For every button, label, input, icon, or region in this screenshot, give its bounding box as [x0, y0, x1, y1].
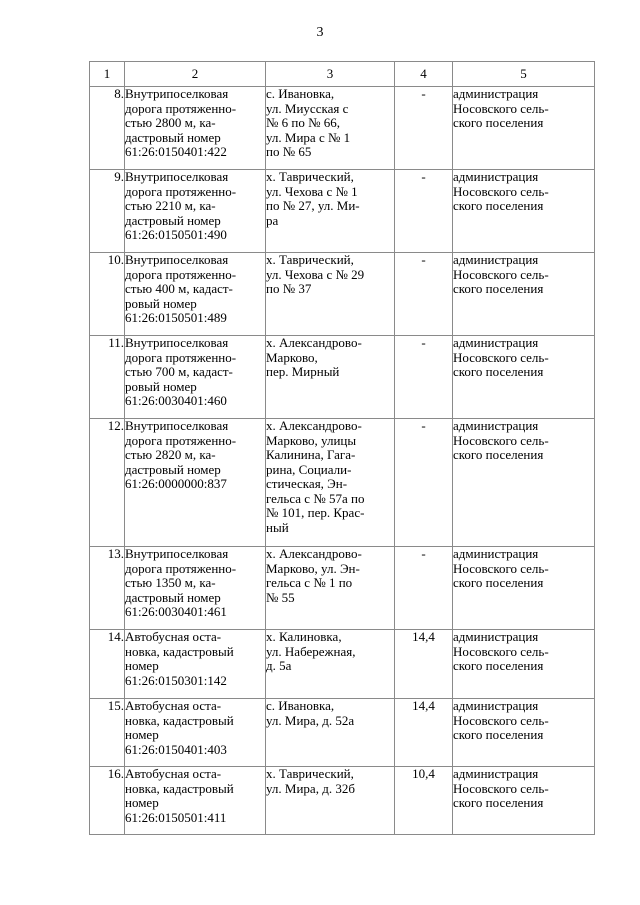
column-header: 1	[90, 62, 125, 87]
holder-cell: администрация Носовского сель- ского поселения	[453, 335, 549, 379]
row-number-cell: 12.	[90, 419, 125, 547]
area-cell: -	[395, 87, 453, 170]
column-header: 4	[395, 62, 453, 87]
address-cell: х. Александрово- Марково, ул. Эн- гельса с № 1 по № 55	[266, 546, 362, 605]
holder-cell: администрация Носовского сель- ского поселения	[453, 418, 549, 462]
holder-cell: администрация Носовского сель- ского поселения	[453, 252, 549, 296]
table-row	[90, 170, 595, 253]
row-number-cell: 16.	[90, 767, 125, 835]
address-cell: х. Таврический, ул. Чехова с № 1 по № 27, ул. Ми- ра	[266, 169, 360, 228]
object-name-cell: Внутрипоселковая дорога протяженно- стью 700 м, кадаст- ровый номер 61:26:0030401:460	[125, 335, 237, 408]
table-row	[90, 419, 595, 547]
area-cell: 14,4	[395, 699, 453, 767]
table-header-row	[90, 62, 595, 87]
holder-cell: администрация Носовского сель- ского поселения	[453, 546, 549, 590]
column-header: 5	[453, 62, 595, 87]
object-name-cell: Автобусная оста- новка, кадастровый номер 61:26:0150301:142	[125, 629, 234, 688]
object-name-cell: Автобусная оста- новка, кадастровый номер 61:26:0150401:403	[125, 698, 234, 757]
table-row	[90, 547, 595, 630]
row-number-cell: 8.	[90, 87, 125, 170]
area-cell: -	[395, 336, 453, 419]
column-header: 2	[125, 62, 266, 87]
page-number: 3	[316, 25, 324, 40]
address-cell: х. Александрово- Марково, улицы Калинина, Гага- рина, Социали- стическая, Эн- гельса с № 57а по № 101, пер. Крас- ный	[266, 418, 365, 535]
table-row	[90, 253, 595, 336]
address-cell: х. Таврический, ул. Чехова с № 29 по № 37	[266, 252, 365, 296]
row-number-cell: 11.	[90, 336, 125, 419]
object-name-cell: Внутрипоселковая дорога протяженно- стью 2210 м, ка- дастровый номер 61:26:0150501:490	[125, 169, 237, 242]
row-number-cell: 13.	[90, 547, 125, 630]
row-number-cell: 14.	[90, 630, 125, 699]
object-name-cell: Автобусная оста- новка, кадастровый номер 61:26:0150501:411	[125, 766, 234, 825]
table-row	[90, 630, 595, 699]
row-number-cell: 10.	[90, 253, 125, 336]
address-cell: х. Калиновка, ул. Набережная, д. 5а	[266, 629, 356, 673]
holder-cell: администрация Носовского сель- ского поселения	[453, 766, 549, 810]
address-cell: х. Александрово- Марково, пер. Мирный	[266, 335, 362, 379]
area-cell: 10,4	[395, 767, 453, 835]
holder-cell: администрация Носовского сель- ского поселения	[453, 698, 549, 742]
row-number-cell: 15.	[90, 699, 125, 767]
address-cell: с. Ивановка, ул. Мира, д. 52а	[266, 698, 355, 728]
table-row	[90, 699, 595, 767]
area-cell: -	[395, 419, 453, 547]
property-table	[89, 61, 595, 835]
object-name-cell: Внутрипоселковая дорога протяженно- стью 400 м, кадаст- ровый номер 61:26:0150501:489	[125, 252, 237, 325]
holder-cell: администрация Носовского сель- ского поселения	[453, 629, 549, 673]
object-name-cell: Внутрипоселковая дорога протяженно- стью 1350 м, ка- дастровый номер 61:26:0030401:461	[125, 546, 237, 619]
holder-cell: администрация Носовского сель- ского поселения	[453, 169, 549, 213]
table-row	[90, 767, 595, 835]
row-number-cell: 9.	[90, 170, 125, 253]
area-cell: -	[395, 547, 453, 630]
object-name-cell: Внутрипоселковая дорога протяженно- стью 2820 м, ка- дастровый номер 61:26:0000000:837	[125, 418, 237, 491]
column-header: 3	[266, 62, 395, 87]
holder-cell: администрация Носовского сель- ского поселения	[453, 86, 549, 130]
table-row	[90, 87, 595, 170]
address-cell: х. Таврический, ул. Мира, д. 32б	[266, 766, 355, 796]
area-cell: -	[395, 170, 453, 253]
area-cell: 14,4	[395, 630, 453, 699]
area-cell: -	[395, 253, 453, 336]
address-cell: с. Ивановка, ул. Миусская с № 6 по № 66, ул. Мира с № 1 по № 65	[266, 86, 351, 159]
table-row	[90, 336, 595, 419]
object-name-cell: Внутрипоселковая дорога протяженно- стью 2800 м, ка- дастровый номер 61:26:0150401:422	[125, 86, 237, 159]
